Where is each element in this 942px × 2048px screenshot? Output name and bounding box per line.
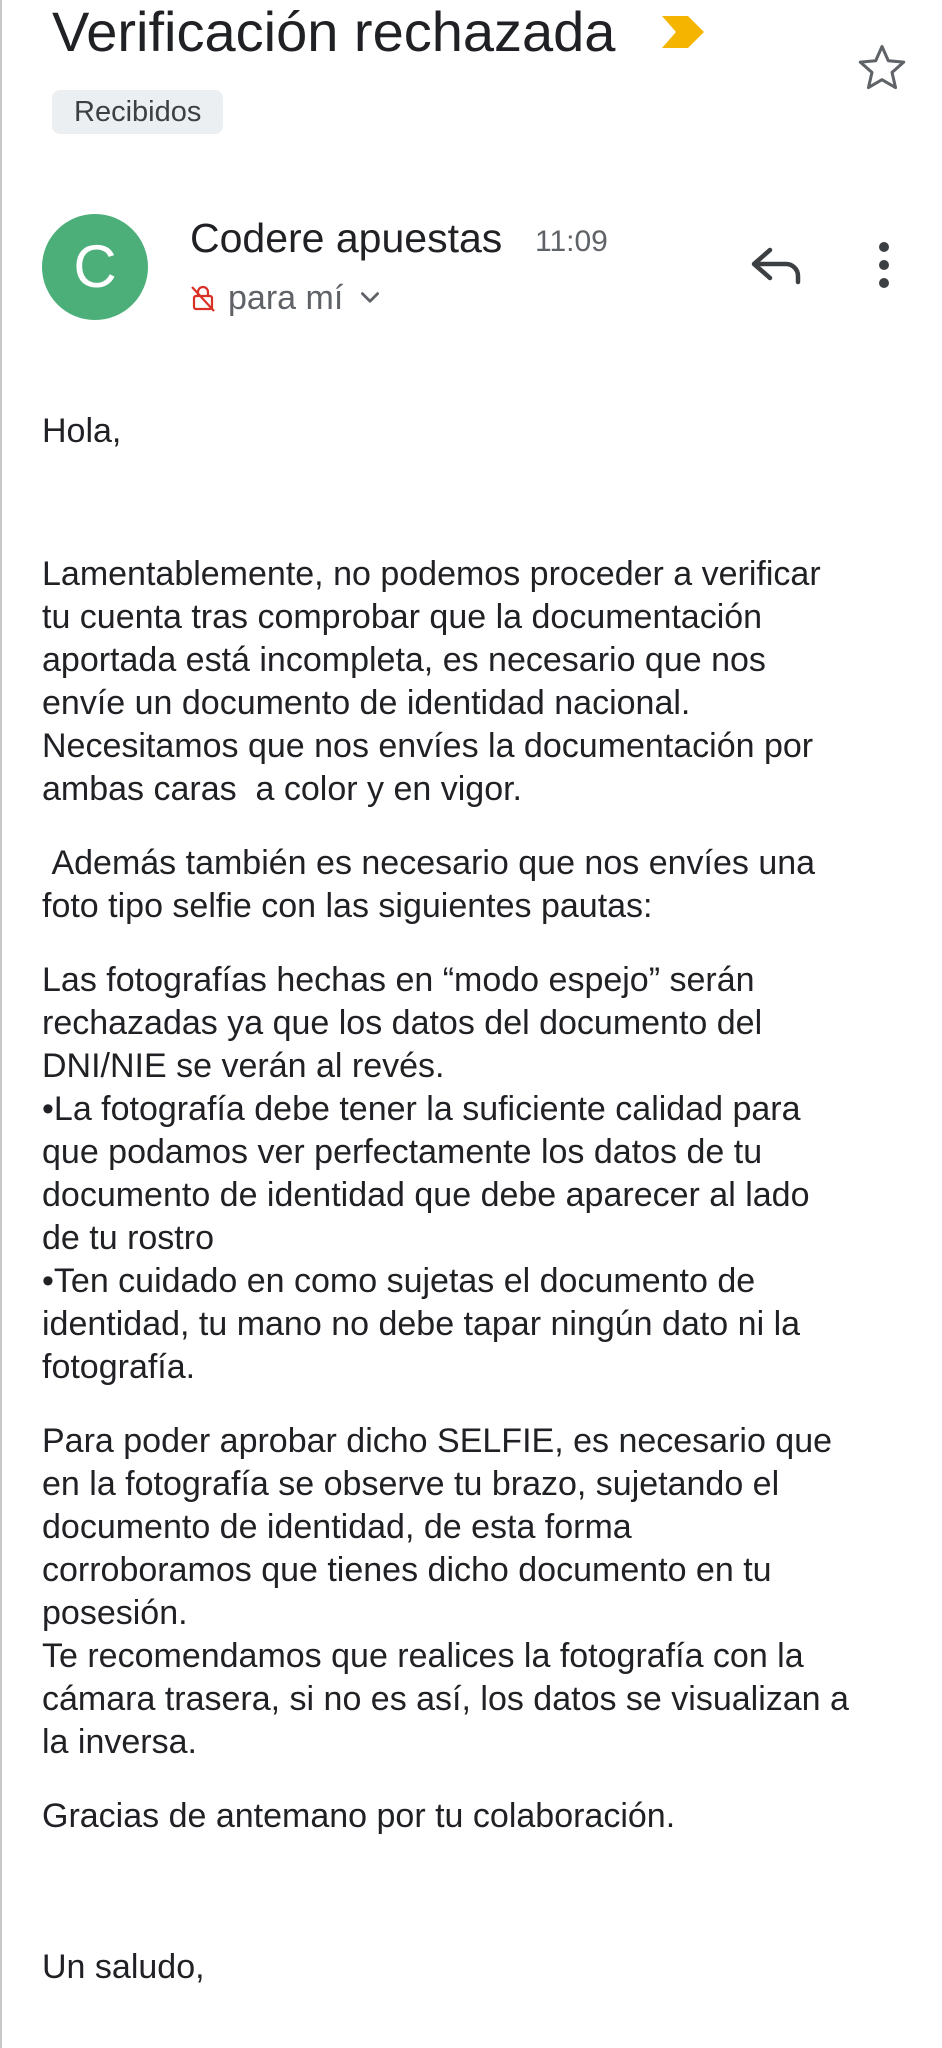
recipient-details-toggle[interactable] xyxy=(190,274,383,322)
email-body xyxy=(42,410,922,1989)
recipient-text: para mí xyxy=(228,279,344,317)
email-subject: Verificación rechazada xyxy=(52,0,616,63)
avatar[interactable]: C xyxy=(42,214,148,320)
body-greeting: Hola, xyxy=(42,412,122,450)
body-paragraph-1: Lamentablemente, no podemos proceder a verificar tu cuenta tras comprobar que la documentación aportada está incompleta, es necesario que nos envíe un documento de identidad nacional. Necesitamos que nos envíes la documentación por ambas caras a color y en vigor. xyxy=(42,555,821,808)
reply-icon[interactable] xyxy=(748,242,804,290)
body-paragraph-3: Las fotografías hechas en “modo espejo” serán rechazadas ya que los datos del documento del DNI/NIE se verán al revés. •La fotografía debe tener la suficiente calidad para que podamos ver perfectamente los datos de tu documento de identidad que debe aparecer al lado de tu rostro •Ten cuidado en como sujetas el documento de identidad, tu mano no debe tapar ningún dato ni la fotografía. xyxy=(42,961,810,1386)
chevron-down-icon[interactable] xyxy=(357,285,383,311)
left-edge-divider xyxy=(0,0,2,2048)
more-vert-icon[interactable] xyxy=(872,240,896,290)
importance-marker-icon[interactable] xyxy=(660,14,706,50)
star-outline-icon[interactable] xyxy=(854,40,910,96)
body-closing: Un saludo, xyxy=(42,1948,205,1986)
body-paragraph-4: Para poder aprobar dicho SELFIE, es necesario que en la fotografía se observe tu brazo, sujetando el documento de identidad, de esta forma corroboramos que tienes dicho documento en tu posesión. Te recomendamos que realices la fotografía con la cámara trasera, si no es así, los datos se visualizan a la inversa. xyxy=(42,1422,849,1761)
body-paragraph-5: Gracias de antemano por tu colaboración. xyxy=(42,1797,676,1835)
lock-off-icon xyxy=(190,284,216,312)
sender-name[interactable]: Codere apuestas xyxy=(190,215,503,261)
inbox-label-chip[interactable]: Recibidos xyxy=(52,90,223,134)
body-paragraph-2: Además también es necesario que nos envíes una foto tipo selfie con las siguientes pautas: xyxy=(42,844,816,925)
email-header xyxy=(52,0,942,70)
send-time: 11:09 xyxy=(535,225,608,258)
